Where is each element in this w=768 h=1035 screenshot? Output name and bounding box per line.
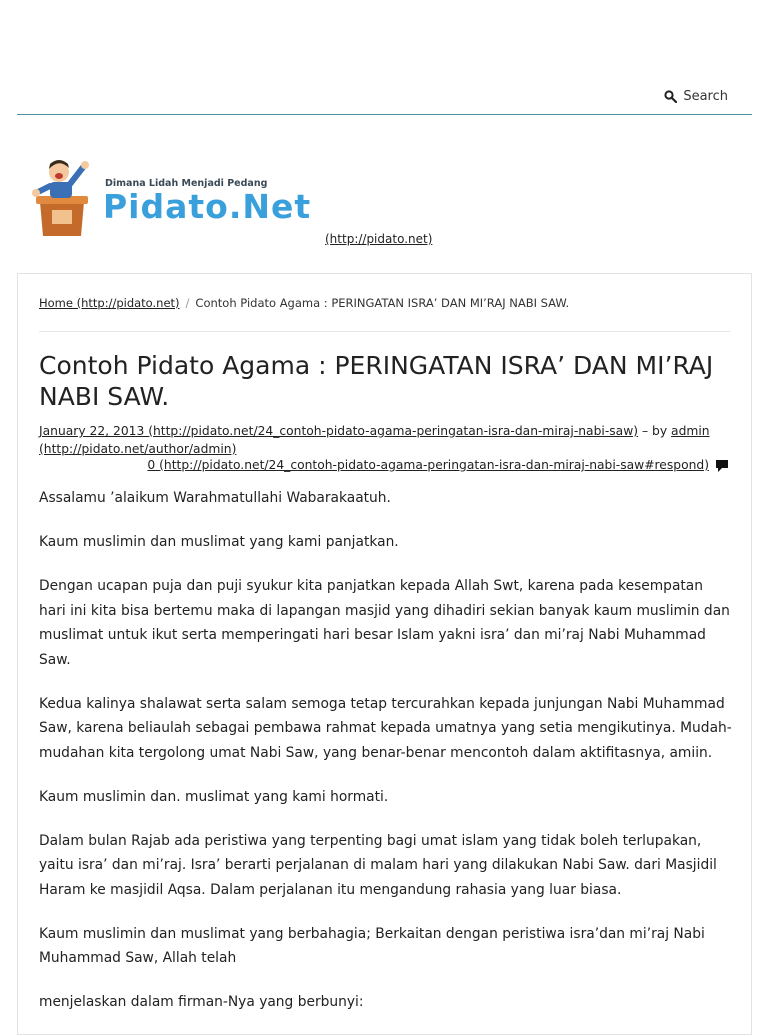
article-content [39,486,732,1034]
search-label: Search [683,89,728,104]
home-link[interactable]: (http://pidato.net) [325,232,433,246]
article-paragraph: Kedua kalinya shalawat serta salam semoga tetap tercurahkan kepada junjungan Nabi Muhammad Saw, karena beliaulah sebagai pembawa rahmat kepada umatnya yang setia mengikutinya. Mudah-mudahan kita tergolong umat Nabi Saw, yang benar-benar mencontoh dalam aktifitasnya, amiin. [39,695,732,761]
article-paragraph: Kaum muslimin dan muslimat yang kami panjatkan. [39,534,399,550]
article-paragraph: Kaum muslimin dan. muslimat yang kami hormati. [39,788,389,805]
speaker-mascot-icon [26,160,98,238]
comments-link[interactable]: 0 (http://pidato.net/24_contoh-pidato-agama-peringatan-isra-dan-miraj-nabi-saw#respond) [147,458,709,472]
article-paragraph: Assalamu ’alaikum Warahmatullahi Wabarakaatuh. [39,490,391,506]
top-header [17,0,752,115]
article-paragraph: Dalam bulan Rajab ada peristiwa yang terpenting bagi umat islam yang tidak boleh terlupakan, yaitu isra’ dan mi’raj. Isra’ berarti perjalanan di malam hari yang dilakukan Nabi Saw. dari Masjidil Haram ke masjidil Aqsa. Dalam perjalanan itu mengandung rahasia yang luar biasa. [39,832,717,898]
breadcrumb-home-link[interactable]: Home (http://pidato.net) [39,296,180,310]
divider [39,331,730,332]
post-meta [39,422,729,458]
post-by-text: – by [638,424,672,438]
article-paragraph: Dengan ucapan puja dan puji syukur kita panjatkan kepada Allah Swt, karena pada kesempatan hari ini kita bisa bertemu maka di lapangan masjid yang dihadiri sekian banyak kaum muslimin dan muslimat untuk ikut serta memperingati hari besar Islam yakni isra’ dan mi’raj Nabi Muhammad Saw. [39,578,730,668]
breadcrumb-separator: / [185,296,190,310]
search-button[interactable] [664,89,728,104]
author-link[interactable]: admin (http://pidato.net/author/admin) [39,424,710,456]
article-paragraph: menjelaskan dalam firman-Nya yang berbunyi: [39,994,364,1010]
breadcrumb-current: Contoh Pidato Agama : PERINGATAN ISRA’ DAN MI’RAJ NABI SAW. [195,296,570,310]
site-brand-name: Pidato.Net [103,187,312,226]
article-paragraph: Kaum muslimin dan muslimat yang berbahagia; Berkaitan dengan peristiwa isra’dan mi’raj Nabi Muhammad Saw, Allah telah [39,925,705,966]
comment-bubble-icon [715,459,729,473]
post-date-link[interactable]: January 22, 2013 (http://pidato.net/24_contoh-pidato-agama-peringatan-isra-dan-miraj-nabi-saw) [39,424,639,438]
breadcrumb [39,296,569,310]
site-tagline: Dimana Lidah Menjadi Pedang [105,178,268,189]
page-title: Contoh Pidato Agama : PERINGATAN ISRA’ DAN MI’RAJ NABI SAW. [39,351,714,411]
comments-row [39,458,729,473]
article-card [17,273,752,1035]
search-icon [664,90,677,103]
